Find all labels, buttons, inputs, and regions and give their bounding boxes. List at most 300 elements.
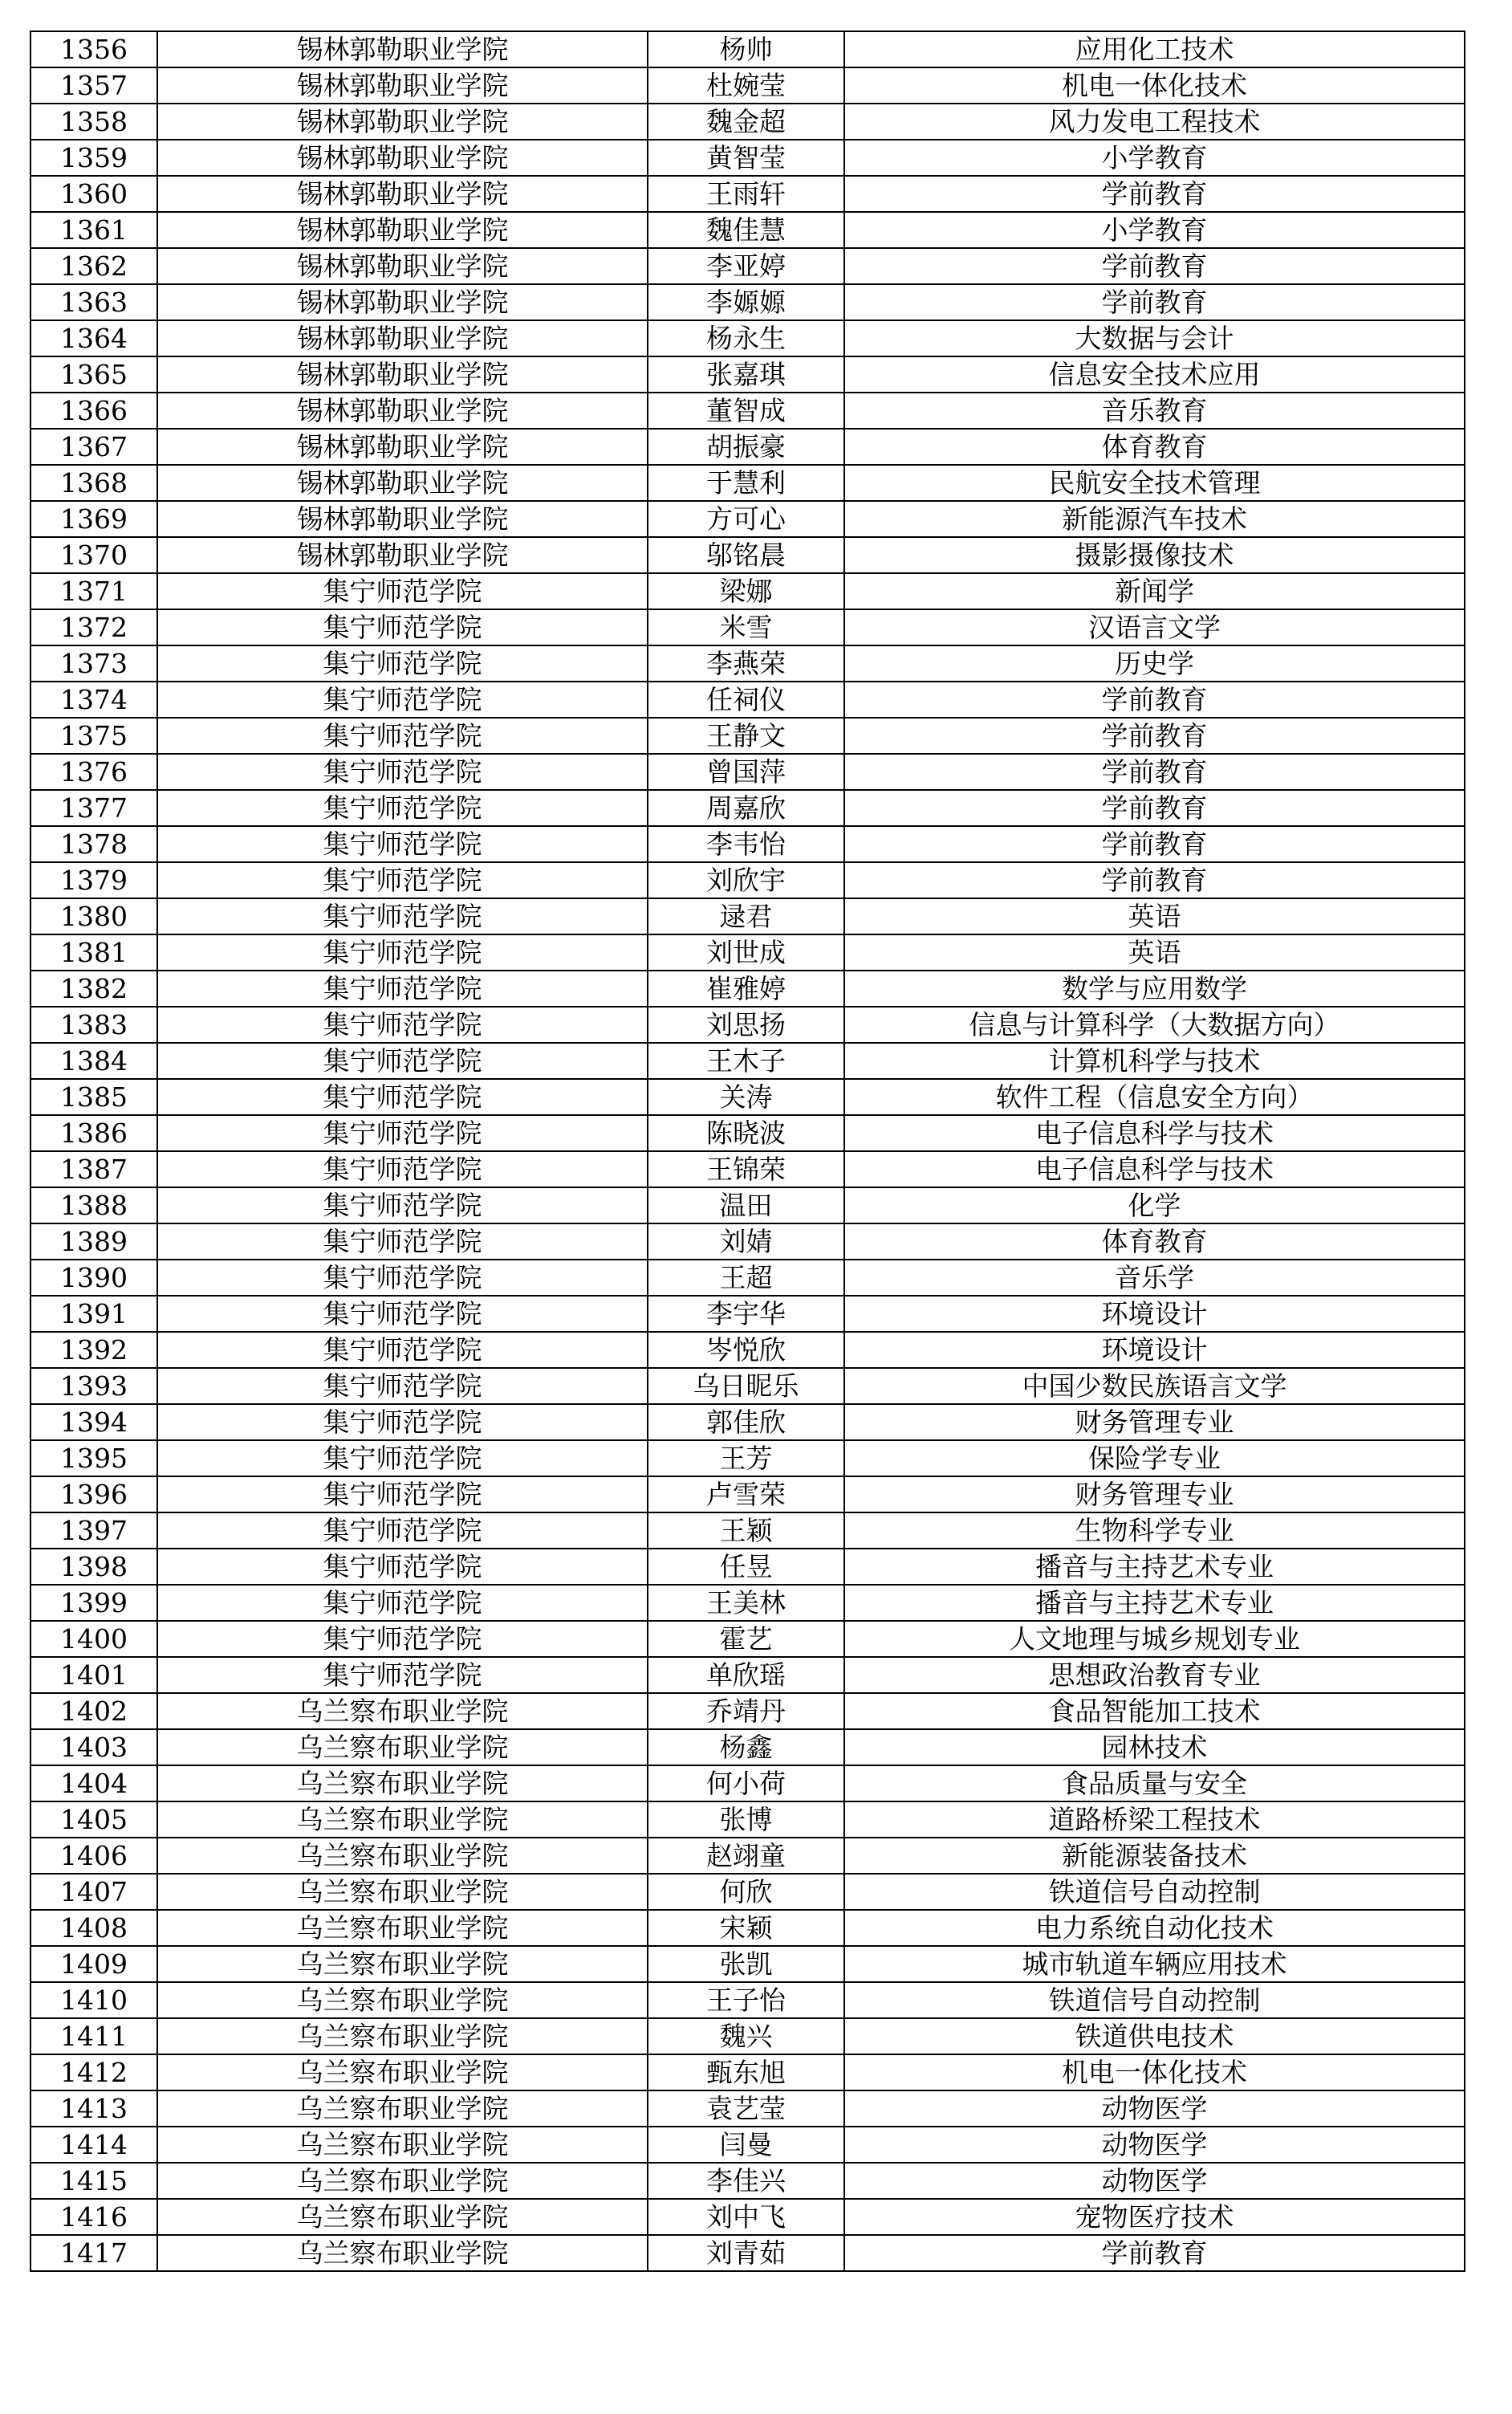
table-row: [30, 537, 1465, 573]
table-row: [30, 393, 1465, 429]
cell-school: 集宁师范学院: [157, 1296, 648, 1332]
cell-school: 锡林郭勒职业学院: [157, 537, 648, 573]
cell-name: 梁娜: [648, 573, 844, 609]
cell-school: 锡林郭勒职业学院: [157, 465, 648, 501]
cell-major: 信息安全技术应用: [844, 356, 1465, 393]
cell-name: 邬铭晨: [648, 537, 844, 573]
cell-school: 集宁师范学院: [157, 1007, 648, 1043]
cell-school: 乌兰察布职业学院: [157, 1729, 648, 1765]
cell-name: 刘思扬: [648, 1007, 844, 1043]
table-row: [30, 429, 1465, 465]
table-row: [30, 1151, 1465, 1187]
cell-name: 李韦怡: [648, 826, 844, 862]
table-row: [30, 67, 1465, 104]
cell-major: 环境设计: [844, 1332, 1465, 1368]
cell-major: 应用化工技术: [844, 31, 1465, 67]
cell-major: 小学教育: [844, 212, 1465, 248]
table-row: [30, 2018, 1465, 2054]
cell-number: 1374: [30, 682, 157, 718]
table-row: [30, 284, 1465, 320]
table-row: [30, 1296, 1465, 1332]
cell-school: 乌兰察布职业学院: [157, 1982, 648, 2018]
cell-number: 1384: [30, 1043, 157, 1079]
cell-major: 历史学: [844, 645, 1465, 682]
cell-major: 音乐教育: [844, 393, 1465, 429]
cell-school: 集宁师范学院: [157, 718, 648, 754]
cell-major: 学前教育: [844, 682, 1465, 718]
cell-school: 集宁师范学院: [157, 1549, 648, 1585]
cell-number: 1381: [30, 934, 157, 971]
cell-number: 1411: [30, 2018, 157, 2054]
cell-major: 英语: [844, 898, 1465, 934]
cell-major: 学前教育: [844, 754, 1465, 790]
cell-name: 任昱: [648, 1549, 844, 1585]
cell-number: 1375: [30, 718, 157, 754]
cell-name: 杜婉莹: [648, 67, 844, 104]
cell-school: 集宁师范学院: [157, 1476, 648, 1512]
cell-school: 集宁师范学院: [157, 609, 648, 645]
cell-major: 电子信息科学与技术: [844, 1115, 1465, 1151]
cell-name: 王子怡: [648, 1982, 844, 2018]
cell-number: 1357: [30, 67, 157, 104]
cell-school: 乌兰察布职业学院: [157, 2018, 648, 2054]
table-row: [30, 1874, 1465, 1910]
cell-number: 1397: [30, 1512, 157, 1549]
cell-name: 关涛: [648, 1079, 844, 1115]
cell-name: 刘中飞: [648, 2199, 844, 2235]
table-row: [30, 1585, 1465, 1621]
cell-name: 逯君: [648, 898, 844, 934]
cell-major: 化学: [844, 1187, 1465, 1223]
cell-name: 曾国萍: [648, 754, 844, 790]
table-row: [30, 320, 1465, 356]
cell-major: 环境设计: [844, 1296, 1465, 1332]
cell-school: 集宁师范学院: [157, 1585, 648, 1621]
cell-number: 1369: [30, 501, 157, 537]
cell-school: 锡林郭勒职业学院: [157, 393, 648, 429]
table-row: [30, 1765, 1465, 1801]
cell-name: 李燕荣: [648, 645, 844, 682]
table-row: [30, 2054, 1465, 2090]
table-row: [30, 971, 1465, 1007]
cell-major: 计算机科学与技术: [844, 1043, 1465, 1079]
cell-number: 1392: [30, 1332, 157, 1368]
table-row: [30, 934, 1465, 971]
cell-number: 1406: [30, 1838, 157, 1874]
table-row: [30, 1946, 1465, 1982]
table-row: [30, 1115, 1465, 1151]
cell-number: 1401: [30, 1657, 157, 1693]
table-row: [30, 573, 1465, 609]
cell-major: 民航安全技术管理: [844, 465, 1465, 501]
cell-school: 集宁师范学院: [157, 1404, 648, 1440]
cell-name: 王锦荣: [648, 1151, 844, 1187]
cell-school: 集宁师范学院: [157, 790, 648, 826]
cell-major: 城市轨道车辆应用技术: [844, 1946, 1465, 1982]
cell-major: 播音与主持艺术专业: [844, 1585, 1465, 1621]
table-row: [30, 1007, 1465, 1043]
cell-name: 魏金超: [648, 104, 844, 140]
cell-name: 王雨轩: [648, 176, 844, 212]
cell-number: 1414: [30, 2127, 157, 2163]
cell-name: 王静文: [648, 718, 844, 754]
cell-major: 铁道供电技术: [844, 2018, 1465, 2054]
cell-number: 1370: [30, 537, 157, 573]
cell-school: 集宁师范学院: [157, 971, 648, 1007]
cell-name: 陈晓波: [648, 1115, 844, 1151]
student-list-table: [30, 31, 1465, 2272]
cell-name: 李佳兴: [648, 2163, 844, 2199]
cell-school: 集宁师范学院: [157, 1621, 648, 1657]
table-row: [30, 356, 1465, 393]
cell-school: 锡林郭勒职业学院: [157, 67, 648, 104]
cell-major: 新闻学: [844, 573, 1465, 609]
cell-school: 集宁师范学院: [157, 1079, 648, 1115]
table-row: [30, 1404, 1465, 1440]
cell-school: 乌兰察布职业学院: [157, 2199, 648, 2235]
table-row: [30, 176, 1465, 212]
cell-school: 集宁师范学院: [157, 1512, 648, 1549]
cell-name: 卢雪荣: [648, 1476, 844, 1512]
cell-major: 学前教育: [844, 248, 1465, 284]
cell-number: 1410: [30, 1982, 157, 2018]
cell-major: 食品质量与安全: [844, 1765, 1465, 1801]
table-row: [30, 1801, 1465, 1838]
cell-school: 集宁师范学院: [157, 1187, 648, 1223]
table-row: [30, 140, 1465, 176]
table-row: [30, 1223, 1465, 1260]
cell-number: 1364: [30, 320, 157, 356]
cell-name: 王木子: [648, 1043, 844, 1079]
table-row: [30, 718, 1465, 754]
cell-number: 1377: [30, 790, 157, 826]
table-row: [30, 2163, 1465, 2199]
cell-school: 集宁师范学院: [157, 1260, 648, 1296]
cell-major: 数学与应用数学: [844, 971, 1465, 1007]
cell-number: 1402: [30, 1693, 157, 1729]
cell-major: 小学教育: [844, 140, 1465, 176]
cell-school: 乌兰察布职业学院: [157, 2127, 648, 2163]
cell-number: 1372: [30, 609, 157, 645]
cell-name: 杨鑫: [648, 1729, 844, 1765]
cell-school: 锡林郭勒职业学院: [157, 320, 648, 356]
cell-major: 英语: [844, 934, 1465, 971]
table-row: [30, 790, 1465, 826]
cell-number: 1391: [30, 1296, 157, 1332]
table-row: [30, 862, 1465, 898]
table-row: [30, 1260, 1465, 1296]
table-row: [30, 1043, 1465, 1079]
cell-name: 何欣: [648, 1874, 844, 1910]
cell-name: 甄东旭: [648, 2054, 844, 2090]
cell-major: 新能源汽车技术: [844, 501, 1465, 537]
cell-name: 郭佳欣: [648, 1404, 844, 1440]
cell-major: 体育教育: [844, 1223, 1465, 1260]
cell-name: 霍艺: [648, 1621, 844, 1657]
table-row: [30, 1982, 1465, 2018]
cell-school: 锡林郭勒职业学院: [157, 248, 648, 284]
cell-number: 1405: [30, 1801, 157, 1838]
cell-major: 铁道信号自动控制: [844, 1982, 1465, 2018]
cell-number: 1408: [30, 1910, 157, 1946]
cell-school: 锡林郭勒职业学院: [157, 176, 648, 212]
cell-name: 董智成: [648, 393, 844, 429]
cell-number: 1395: [30, 1440, 157, 1476]
cell-number: 1367: [30, 429, 157, 465]
cell-number: 1380: [30, 898, 157, 934]
cell-name: 李亚婷: [648, 248, 844, 284]
cell-number: 1413: [30, 2090, 157, 2127]
cell-number: 1359: [30, 140, 157, 176]
cell-major: 学前教育: [844, 790, 1465, 826]
table-row: [30, 2199, 1465, 2235]
cell-name: 米雪: [648, 609, 844, 645]
cell-school: 集宁师范学院: [157, 1440, 648, 1476]
table-row: [30, 898, 1465, 934]
cell-number: 1365: [30, 356, 157, 393]
cell-name: 乌日昵乐: [648, 1368, 844, 1404]
table-row: [30, 1910, 1465, 1946]
table-row: [30, 2127, 1465, 2163]
cell-major: 人文地理与城乡规划专业: [844, 1621, 1465, 1657]
cell-major: 宠物医疗技术: [844, 2199, 1465, 2235]
cell-school: 锡林郭勒职业学院: [157, 356, 648, 393]
cell-school: 锡林郭勒职业学院: [157, 140, 648, 176]
table-row: [30, 2235, 1465, 2271]
table-row: [30, 2090, 1465, 2127]
cell-number: 1390: [30, 1260, 157, 1296]
cell-number: 1399: [30, 1585, 157, 1621]
cell-number: 1385: [30, 1079, 157, 1115]
cell-major: 电子信息科学与技术: [844, 1151, 1465, 1187]
cell-major: 汉语言文学: [844, 609, 1465, 645]
cell-major: 机电一体化技术: [844, 2054, 1465, 2090]
cell-school: 集宁师范学院: [157, 1115, 648, 1151]
cell-school: 乌兰察布职业学院: [157, 1874, 648, 1910]
cell-number: 1360: [30, 176, 157, 212]
cell-number: 1403: [30, 1729, 157, 1765]
cell-school: 乌兰察布职业学院: [157, 1693, 648, 1729]
cell-number: 1379: [30, 862, 157, 898]
cell-name: 刘世成: [648, 934, 844, 971]
cell-major: 学前教育: [844, 284, 1465, 320]
cell-school: 乌兰察布职业学院: [157, 1801, 648, 1838]
cell-number: 1383: [30, 1007, 157, 1043]
cell-school: 锡林郭勒职业学院: [157, 31, 648, 67]
cell-school: 锡林郭勒职业学院: [157, 284, 648, 320]
cell-number: 1417: [30, 2235, 157, 2271]
cell-name: 方可心: [648, 501, 844, 537]
cell-name: 刘青茹: [648, 2235, 844, 2271]
table-row: [30, 682, 1465, 718]
cell-name: 杨帅: [648, 31, 844, 67]
cell-school: 乌兰察布职业学院: [157, 1838, 648, 1874]
cell-major: 学前教育: [844, 718, 1465, 754]
cell-number: 1394: [30, 1404, 157, 1440]
cell-number: 1400: [30, 1621, 157, 1657]
cell-school: 乌兰察布职业学院: [157, 2235, 648, 2271]
table-row: [30, 645, 1465, 682]
cell-name: 崔雅婷: [648, 971, 844, 1007]
cell-name: 任祠仪: [648, 682, 844, 718]
cell-name: 张博: [648, 1801, 844, 1838]
cell-major: 软件工程（信息安全方向）: [844, 1079, 1465, 1115]
cell-school: 集宁师范学院: [157, 1223, 648, 1260]
cell-name: 闫曼: [648, 2127, 844, 2163]
cell-name: 李嫄嫄: [648, 284, 844, 320]
cell-name: 乔靖丹: [648, 1693, 844, 1729]
cell-school: 乌兰察布职业学院: [157, 2054, 648, 2090]
cell-school: 锡林郭勒职业学院: [157, 104, 648, 140]
cell-number: 1386: [30, 1115, 157, 1151]
cell-major: 动物医学: [844, 2127, 1465, 2163]
cell-school: 集宁师范学院: [157, 826, 648, 862]
cell-number: 1362: [30, 248, 157, 284]
cell-major: 动物医学: [844, 2090, 1465, 2127]
cell-major: 铁道信号自动控制: [844, 1874, 1465, 1910]
table-body: [30, 31, 1465, 2271]
table-row: [30, 609, 1465, 645]
cell-name: 张嘉琪: [648, 356, 844, 393]
table-row: [30, 1693, 1465, 1729]
cell-school: 集宁师范学院: [157, 573, 648, 609]
cell-name: 宋颖: [648, 1910, 844, 1946]
cell-major: 摄影摄像技术: [844, 537, 1465, 573]
cell-number: 1389: [30, 1223, 157, 1260]
cell-school: 集宁师范学院: [157, 1332, 648, 1368]
cell-school: 集宁师范学院: [157, 898, 648, 934]
cell-name: 杨永生: [648, 320, 844, 356]
cell-number: 1409: [30, 1946, 157, 1982]
cell-number: 1361: [30, 212, 157, 248]
cell-number: 1366: [30, 393, 157, 429]
cell-school: 乌兰察布职业学院: [157, 1765, 648, 1801]
table-row: [30, 1657, 1465, 1693]
table-row: [30, 1187, 1465, 1223]
cell-major: 学前教育: [844, 2235, 1465, 2271]
cell-major: 财务管理专业: [844, 1404, 1465, 1440]
cell-name: 岑悦欣: [648, 1332, 844, 1368]
cell-school: 集宁师范学院: [157, 862, 648, 898]
table-row: [30, 1332, 1465, 1368]
cell-school: 集宁师范学院: [157, 934, 648, 971]
cell-name: 刘欣宇: [648, 862, 844, 898]
cell-number: 1407: [30, 1874, 157, 1910]
cell-name: 张凯: [648, 1946, 844, 1982]
cell-number: 1398: [30, 1549, 157, 1585]
cell-major: 信息与计算科学（大数据方向）: [844, 1007, 1465, 1043]
cell-major: 保险学专业: [844, 1440, 1465, 1476]
cell-major: 学前教育: [844, 862, 1465, 898]
cell-name: 周嘉欣: [648, 790, 844, 826]
cell-number: 1358: [30, 104, 157, 140]
table-row: [30, 1838, 1465, 1874]
table-row: [30, 826, 1465, 862]
cell-number: 1412: [30, 2054, 157, 2090]
cell-school: 乌兰察布职业学院: [157, 1910, 648, 1946]
cell-number: 1378: [30, 826, 157, 862]
cell-school: 集宁师范学院: [157, 1368, 648, 1404]
cell-name: 王颖: [648, 1512, 844, 1549]
cell-number: 1373: [30, 645, 157, 682]
cell-name: 胡振豪: [648, 429, 844, 465]
cell-major: 园林技术: [844, 1729, 1465, 1765]
cell-name: 王美林: [648, 1585, 844, 1621]
table-row: [30, 104, 1465, 140]
cell-number: 1382: [30, 971, 157, 1007]
table-row: [30, 1476, 1465, 1512]
table-row: [30, 248, 1465, 284]
table-row: [30, 1079, 1465, 1115]
cell-name: 袁艺莹: [648, 2090, 844, 2127]
cell-name: 赵翊童: [648, 1838, 844, 1874]
cell-name: 黄智莹: [648, 140, 844, 176]
cell-name: 魏兴: [648, 2018, 844, 2054]
cell-major: 音乐学: [844, 1260, 1465, 1296]
cell-name: 于慧利: [648, 465, 844, 501]
cell-name: 王超: [648, 1260, 844, 1296]
cell-major: 播音与主持艺术专业: [844, 1549, 1465, 1585]
cell-major: 思想政治教育专业: [844, 1657, 1465, 1693]
cell-major: 学前教育: [844, 826, 1465, 862]
cell-number: 1387: [30, 1151, 157, 1187]
table-row: [30, 465, 1465, 501]
cell-number: 1376: [30, 754, 157, 790]
cell-major: 生物科学专业: [844, 1512, 1465, 1549]
cell-school: 集宁师范学院: [157, 645, 648, 682]
cell-school: 集宁师范学院: [157, 1043, 648, 1079]
cell-school: 锡林郭勒职业学院: [157, 501, 648, 537]
cell-number: 1396: [30, 1476, 157, 1512]
cell-major: 道路桥梁工程技术: [844, 1801, 1465, 1838]
cell-number: 1416: [30, 2199, 157, 2235]
cell-major: 财务管理专业: [844, 1476, 1465, 1512]
cell-major: 机电一体化技术: [844, 67, 1465, 104]
cell-name: 温田: [648, 1187, 844, 1223]
cell-name: 王芳: [648, 1440, 844, 1476]
cell-name: 李宇华: [648, 1296, 844, 1332]
cell-number: 1368: [30, 465, 157, 501]
cell-major: 动物医学: [844, 2163, 1465, 2199]
cell-major: 体育教育: [844, 429, 1465, 465]
table-row: [30, 31, 1465, 67]
table-row: [30, 1440, 1465, 1476]
cell-major: 电力系统自动化技术: [844, 1910, 1465, 1946]
cell-number: 1356: [30, 31, 157, 67]
cell-school: 集宁师范学院: [157, 1657, 648, 1693]
table-row: [30, 1549, 1465, 1585]
table-row: [30, 1729, 1465, 1765]
cell-major: 大数据与会计: [844, 320, 1465, 356]
cell-school: 锡林郭勒职业学院: [157, 212, 648, 248]
cell-major: 风力发电工程技术: [844, 104, 1465, 140]
cell-number: 1415: [30, 2163, 157, 2199]
cell-major: 新能源装备技术: [844, 1838, 1465, 1874]
cell-name: 魏佳慧: [648, 212, 844, 248]
cell-major: 学前教育: [844, 176, 1465, 212]
cell-number: 1388: [30, 1187, 157, 1223]
cell-school: 集宁师范学院: [157, 754, 648, 790]
table-row: [30, 754, 1465, 790]
cell-school: 乌兰察布职业学院: [157, 2090, 648, 2127]
cell-major: 食品智能加工技术: [844, 1693, 1465, 1729]
cell-name: 单欣瑶: [648, 1657, 844, 1693]
cell-name: 刘婧: [648, 1223, 844, 1260]
table-row: [30, 212, 1465, 248]
table-row: [30, 1512, 1465, 1549]
cell-school: 乌兰察布职业学院: [157, 2163, 648, 2199]
cell-number: 1393: [30, 1368, 157, 1404]
